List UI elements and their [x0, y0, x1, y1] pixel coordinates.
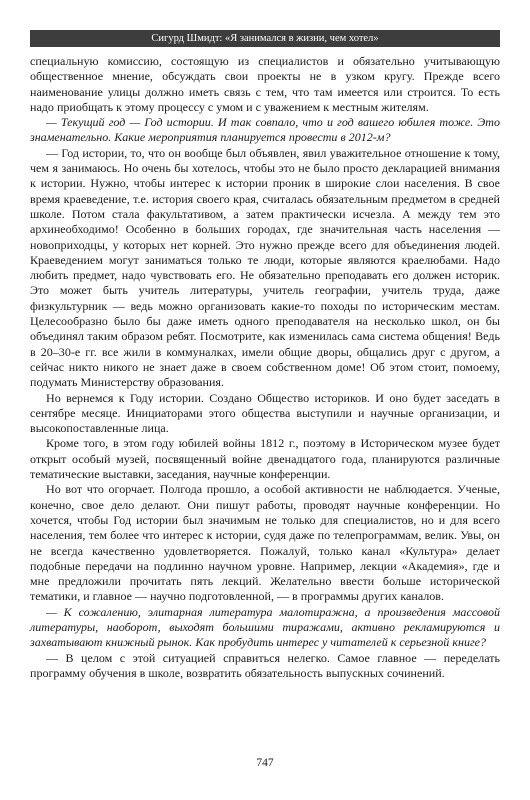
interviewer-question: — Текущий год — Год истории. И так совпало, что и год вашего юбилея тоже. Это знаменательно. Какие мероприятия планируется провести в 2012-м? — [30, 115, 500, 145]
running-title: Сигурд Шмидт: «Я занимался в жизни, чем хотел» — [151, 33, 379, 44]
body-text — [30, 54, 500, 681]
paragraph: Но вернемся к Году истории. Создано Общество историков. И оно будет заседать в сентябре месяце. Инициаторами этого общества выступили и научные организации, и высокопоставленные лица. — [30, 390, 500, 436]
page-number: 747 — [256, 757, 274, 769]
paragraph: Но вот что огорчает. Полгода прошло, а особой активности не наблюдается. Ученые, конечно, свое дело делают. Они пишут работы, проводят научные конференции. Но хочется, чтобы Год истории был значимым не только для специалистов, но и для всего населения, тем более что интерес к истории, судя даже по телепрограммам, велик. Увы, он не всегда качественно удовлетворяется. Пожалуй, только канал «Культура» делает подобные передачи на подлинно научном уровне. Например, лекции «Академия», где и мне предложили прочитать пять лекций. Желательно ввести больше исторической тематики, и главное — научно подготовленной, — в программы других каналов. — [30, 482, 500, 604]
interviewer-question: — К сожалению, элитарная литература малотиражна, а произведения массовой литературы, наоборот, выходят большими тиражами, активно рекламируются и захватывают книжный рынок. Как пробудить интерес у читателей к серьезной книге? — [30, 604, 500, 650]
answer-paragraph: — В целом с этой ситуацией справиться нелегко. Самое главное — переделать программу обучения в школе, возвратить обязательность выпускных сочинений. — [30, 650, 500, 680]
paragraph: Кроме того, в этом году юбилей войны 1812 г., поэтому в Историческом музее будет открыт особый музей, посвященный войне двенадцатого года, планируются различные тематические выставки, заседания, научные конференции. — [30, 436, 500, 482]
running-header — [30, 30, 500, 47]
answer-paragraph: — Год истории, то, что он вообще был объявлен, явил уважительное отношение к тому, чем я занимаюсь. Но очень бы хотелось, чтобы это не было просто декларацией внимания к истории. Нужно, чтобы интерес к истории проник в широкие слои населения. В свое время краеведение, т.е. история своего края, считалась обязательным предметом в средней школе. Потом стала факультативом, а затем практически исчезла. А между тем это архинеобходимо! Особенно в больших городах, где значительная часть населения — новоприходцы, у которых нет корней. Это нужно прежде всего для объединения людей. Краеведением могут заниматься только те люди, которые являются краелюбами. Надо любить предмет, надо чувствовать его. Не обязательно преподавать его должен историк. Это может быть учитель литературы, учитель географии, учитель труда, даже физкультурник — ведь можно организовать какие-то походы по историческим местам. Целесообразно было бы даже иметь одного преподавателя на несколько школ, он бы объединял таким образом ребят. Посмотрите, как изменилась сама система общения! Ведь в 20–30-е гг. все жили в коммуналках, имели общие дворы, общались друг с другом, а сейчас никто никого не знает даже в своем собственном доме! Об этом стоит, помоему, подумать Министерству образования. — [30, 145, 500, 390]
paragraph: специальную комиссию, состоящую из специалистов и обязательно учитывающую общественное мнение, обсуждать свои проекты не в узком кругу. Прежде всего наименование улицы должно иметь связь с тем, что там имеется или строится. То есть надо приобщать к этому процессу с умом и с уважением к местным жителям. — [30, 54, 500, 114]
